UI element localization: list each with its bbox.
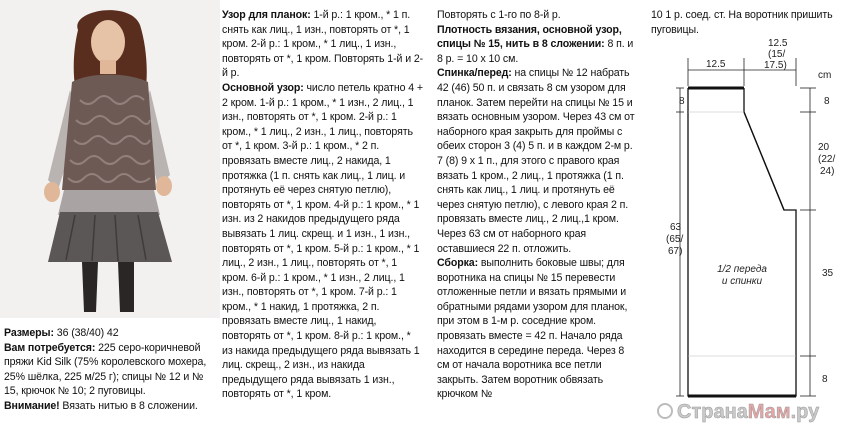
- sizes-value: 36 (38/40) 42: [53, 327, 119, 339]
- neck-width-label-3: 17.5): [764, 60, 787, 71]
- piece-name-label: 1/2 переда: [717, 264, 767, 275]
- pattern-column: [222, 8, 424, 402]
- armhole-label-3: 24): [820, 166, 835, 177]
- shoulder-width-label: 12.5: [706, 59, 726, 70]
- assembly-text: выполнить боковые швы; для воротника на спицы № 15 перевести отложенные петли и вязать прямыми и обратными рядами узором для планок, при этом в 1-м р. соседние кром. провязать вместе = 42 п. Начало ряда находится в середине переда. Через 8 см от начала воротника все петли закрыть. Затем воротник обвязать крючком №: [437, 257, 628, 401]
- total-length-label-2: (65/: [666, 234, 684, 245]
- assembly-label: Сборка:: [437, 257, 479, 270]
- right-collar-label: 8: [824, 96, 830, 107]
- sizes-materials-block: [4, 326, 218, 414]
- placket-pattern-text: 1-й р.: 1 кром., * 1 п. снять как лиц., 1 изн., повторять от *, 1 кром. 2-й р.: 1 кром., * 1 лиц., 1 изн., повторять от *, 1 кром. Повторять 1-й и 2-й р.: [222, 9, 424, 80]
- back-front-line: [437, 66, 637, 256]
- garment-schema: [650, 38, 860, 430]
- schema-drawing: [650, 38, 860, 430]
- gauge-text: 8 п. и 8 р. = 10 х 10 см.: [437, 38, 634, 65]
- note-label: Внимание!: [4, 399, 60, 412]
- materials-value: 225 серо-коричневой пряжи Kid Silk (75% королевского мохера, 25% шёлка, 225 м/25 г); спицы № 12 и № 15, крючок № 10; 2 пуговицы.: [4, 341, 207, 398]
- total-length-label-3: 67): [668, 246, 683, 257]
- watermark-text: СтранаМам.ру: [677, 401, 820, 423]
- model-photo: [0, 0, 220, 318]
- assembly-line: [437, 256, 637, 402]
- gauge-line: [437, 23, 637, 67]
- materials-label: Вам потребуется:: [4, 341, 96, 354]
- unit-label: cm: [818, 70, 832, 81]
- main-pattern: [222, 81, 424, 402]
- continuation-text: 10 1 р. соед. ст. На воротник пришить пуговицы.: [651, 9, 833, 36]
- main-pattern-label: Основной узор:: [222, 81, 304, 94]
- sizes-line: [4, 326, 218, 341]
- main-pattern-text: число петель кратно 4 + 2 кром. 1-й р.: 1 кром., * 1 изн., 2 лиц., 1 изн., повторять от *, 1 кром. 2-й р.: 1 кром., * 1 лиц., 2 изн., 1 лиц., повторять от *, 1 кром. 3-й р.: 1 кром., * 2 п. провязать вместе лиц., 2 накида, 1 протяжка (1 п. снять как лиц., 1 лиц. и протянуть её через снятую петлю), повторять от *, 1 кром. 4-й р.: 1 кром., * 1 изн. из 2 накидов предыдущего ряда вывязать 1 лиц. скрещ. и 1 изн., 1 изн., повторять от *, 1 кром. 5-й р.: 1 кром., * 1 лиц., 2 изн., 1 лиц., повторять от *, 1 кром. 6-й р.: 1 кром., * 1 изн., 2 лиц., 1 изн., повторять от *, 1 кром. 7-й р.: 1 кром., * 1 накид, 1 протяжка, 2 п. провязать вместе лиц., 1 накид, повторять от *, 1 кром. 8-й р.: 1 кром., * из накида предыдущего ряда вывязать 1 лиц. скрещ., 2 изн., из накида предыдущего ряда вывязать 1 изн., повторять от *, 1 кром.: [222, 81, 424, 401]
- gauge-label: Плотность вязания, основной узор, спицы № 15, нить в 8 сложении:: [437, 23, 622, 51]
- watermark-logo: [655, 396, 855, 426]
- placket-pattern: [222, 8, 424, 81]
- left-collar-label: 8: [679, 96, 685, 107]
- instructions-column: [437, 8, 637, 402]
- back-front-label: Спинка/перед:: [437, 67, 512, 80]
- armhole-label: 20: [818, 142, 830, 153]
- site-watermark: [655, 396, 855, 426]
- continuation-column: [651, 8, 855, 37]
- sizes-label: Размеры:: [4, 327, 54, 339]
- armhole-label-2: (22/: [818, 154, 836, 165]
- note-line: [4, 399, 218, 414]
- neck-width-label: 12.5: [768, 38, 788, 49]
- back-front-text: на спицы № 12 набрать 42 (46) 50 п. и связать 8 см узором для планок. Затем перейти на спицы № 15 и вязать основным узором. Через 43 см от наборного края закрыть для проймы с обеих сторон 3 (4) 5 п. и в каждом 2-м р. 7 (8) 9 х 1 п., для этого с правого края вязать 1 кром., 2 лиц., 1 протяжка (1 п. снять как лиц., 1 лиц. и протянуть её через снятую петлю), с левого края 2 п. провязать вместе лиц., 2 лиц.,1 кром. Через 63 см от наборного края оставшиеся 22 п. отложить.: [437, 67, 635, 255]
- bottom-band-label: 8: [822, 374, 828, 385]
- repeat-line: Повторять с 1-го по 8-й р.: [437, 9, 561, 21]
- total-length-label: 63: [670, 222, 682, 233]
- neck-width-label-2: (15/: [768, 49, 786, 60]
- model-illustration: [0, 0, 220, 318]
- materials-line: [4, 341, 218, 399]
- side-length-label: 35: [822, 268, 834, 279]
- piece-name-label-2: и спинки: [721, 276, 763, 287]
- placket-pattern-label: Узор для планок:: [222, 9, 311, 21]
- note-value: Вязать нитью в 8 сложении.: [59, 399, 198, 412]
